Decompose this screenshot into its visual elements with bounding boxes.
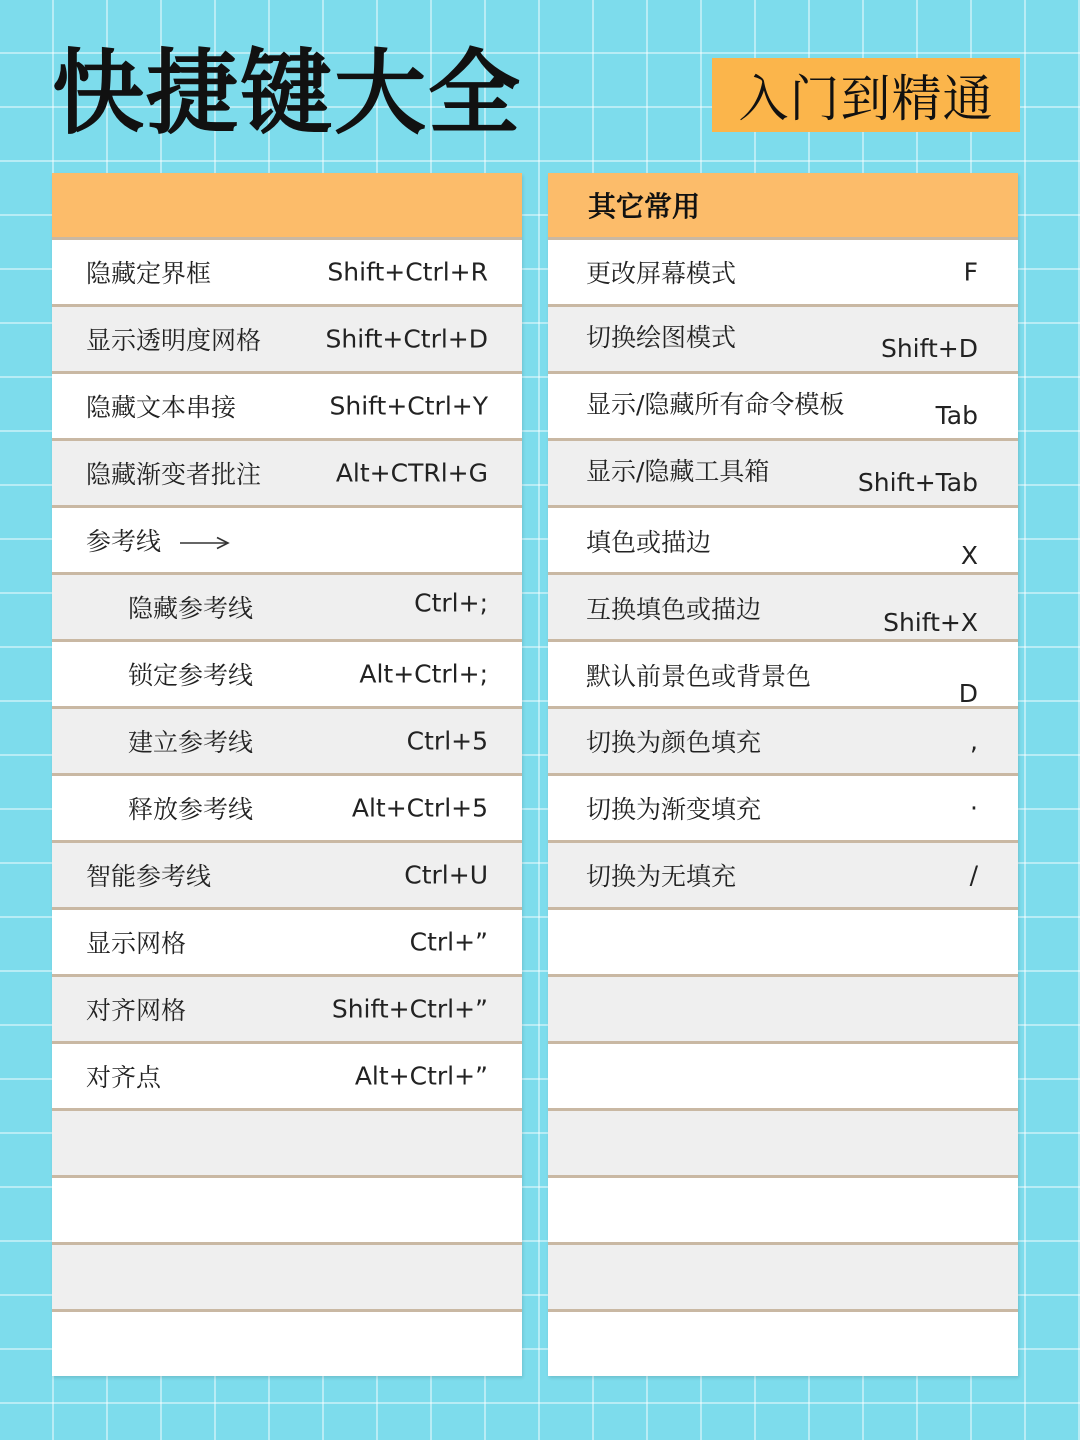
shortcut-name: 锁定参考线	[128, 661, 254, 690]
table-row	[548, 776, 1018, 843]
table-row	[548, 240, 1018, 307]
empty-row	[548, 1044, 1018, 1111]
shortcut-key: Shift+Ctrl+Y	[329, 391, 488, 421]
shortcut-key: Alt+Ctrl+;	[359, 659, 488, 689]
table-row	[52, 642, 522, 709]
shortcut-key: Shift+Ctrl+R	[327, 257, 488, 287]
shortcut-key: D	[958, 679, 978, 708]
shortcut-key: X	[960, 541, 978, 570]
table-row	[52, 776, 522, 843]
shortcut-name: 默认前景色或背景色	[586, 662, 812, 692]
shortcut-name: 显示/隐藏所有命令模板	[586, 390, 845, 420]
shortcut-key: /	[969, 860, 978, 890]
table-row	[548, 441, 1018, 508]
shortcut-key: Alt+Ctrl+5	[351, 793, 488, 823]
empty-row	[52, 1312, 522, 1376]
shortcut-name: 显示网格	[86, 929, 187, 958]
shortcut-key: Alt+CTRl+G	[335, 458, 488, 488]
shortcut-key: Ctrl+”	[409, 927, 488, 957]
shortcut-name: 显示/隐藏工具箱	[586, 457, 770, 487]
table-row	[52, 843, 522, 910]
left-shortcut-table	[52, 173, 522, 1376]
table-row	[52, 977, 522, 1044]
shortcut-key: Ctrl+;	[414, 588, 488, 618]
table-row	[548, 374, 1018, 441]
table-row	[52, 1044, 522, 1111]
subtitle-badge: 入门到精通	[712, 58, 1020, 132]
shortcut-key: ,	[970, 726, 978, 756]
left-table-header	[52, 173, 522, 240]
table-row	[548, 307, 1018, 374]
shortcut-name: 切换为颜色填充	[586, 728, 762, 757]
shortcut-key: Alt+Ctrl+”	[354, 1061, 488, 1091]
shortcut-name: 对齐点	[86, 1063, 162, 1092]
shortcut-group-name	[86, 522, 231, 558]
shortcut-name: 建立参考线	[128, 728, 254, 757]
table-row	[548, 575, 1018, 642]
right-table-header: 其它常用	[548, 173, 1018, 240]
table-row	[52, 240, 522, 307]
shortcut-name: 隐藏参考线	[128, 594, 254, 623]
empty-row	[548, 1312, 1018, 1376]
empty-row	[548, 1178, 1018, 1245]
empty-row	[548, 1111, 1018, 1178]
shortcut-name: 释放参考线	[128, 795, 254, 824]
shortcut-name: 隐藏文本串接	[86, 393, 237, 422]
table-row	[548, 709, 1018, 776]
shortcut-name: 显示透明度网格	[86, 326, 262, 355]
table-row	[52, 910, 522, 977]
table-row	[548, 642, 1018, 709]
right-shortcut-table	[548, 173, 1018, 1376]
shortcut-key: Ctrl+5	[406, 726, 488, 756]
shortcut-key: Shift+Ctrl+D	[325, 324, 488, 354]
table-row	[52, 374, 522, 441]
table-row	[52, 441, 522, 508]
shortcut-key: Ctrl+U	[404, 860, 488, 890]
table-row	[52, 709, 522, 776]
shortcut-name: 隐藏定界框	[86, 259, 212, 288]
shortcut-name: 互换填色或描边	[586, 595, 762, 625]
empty-row	[52, 1245, 522, 1312]
table-row-guides-group	[52, 508, 522, 575]
empty-row	[548, 977, 1018, 1044]
empty-row	[52, 1111, 522, 1178]
shortcut-key: Tab	[935, 401, 978, 430]
shortcut-name: 切换绘图模式	[586, 323, 737, 353]
shortcut-key: Shift+X	[883, 608, 978, 637]
right-arrow-icon	[179, 536, 231, 550]
page-title: 快捷键大全	[52, 40, 523, 147]
table-row	[548, 843, 1018, 910]
shortcut-name: 填色或描边	[586, 528, 712, 558]
shortcut-name: 切换为无填充	[586, 862, 737, 891]
shortcut-name: 智能参考线	[86, 862, 212, 891]
shortcut-key: ·	[970, 793, 978, 823]
shortcut-name: 切换为渐变填充	[586, 795, 762, 824]
shortcut-name: 更改屏幕模式	[586, 259, 737, 288]
shortcut-key: Shift+D	[880, 334, 978, 363]
shortcut-key: Shift+Tab	[857, 468, 978, 497]
shortcut-key: Shift+Ctrl+”	[331, 994, 488, 1024]
shortcut-key: F	[963, 257, 978, 287]
shortcut-name: 隐藏渐变者批注	[86, 460, 262, 489]
shortcut-name: 对齐网格	[86, 996, 187, 1025]
table-row	[52, 307, 522, 374]
guides-label: 参考线	[86, 527, 162, 556]
empty-row	[548, 910, 1018, 977]
table-row	[548, 508, 1018, 575]
empty-row	[52, 1178, 522, 1245]
empty-row	[548, 1245, 1018, 1312]
table-row	[52, 575, 522, 642]
